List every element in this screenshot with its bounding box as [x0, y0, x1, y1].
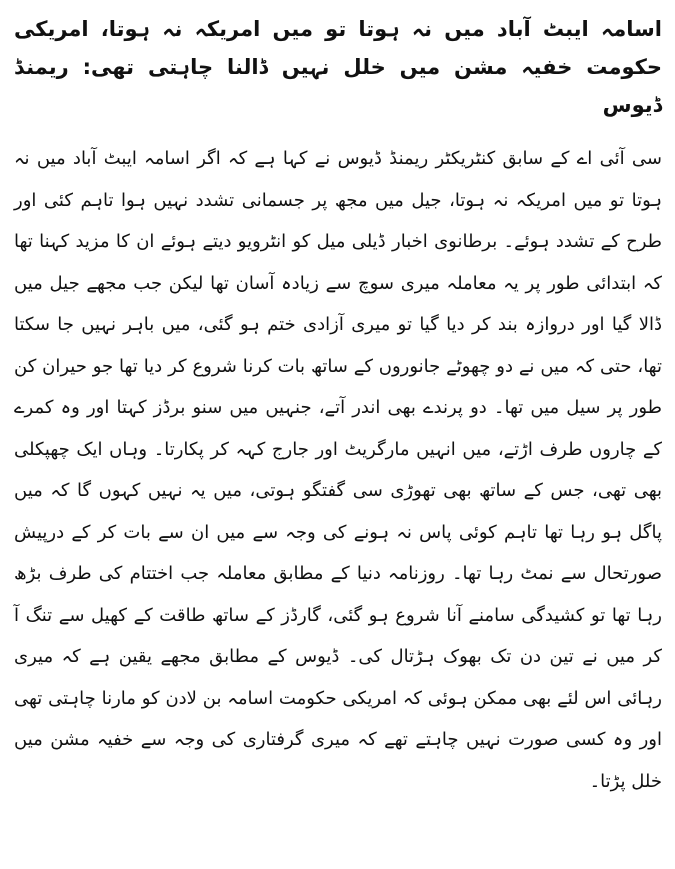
article-body: سی آئی اے کے سابق کنٹریکٹر ریمنڈ ڈیوس نے کہا ہے کہ اگر اسامہ ایبٹ آباد میں نہ ہوتا تو میں امریکہ نہ ہوتا، جیل میں مجھ پر جسمانی تشدد نہیں ہوا تاہم کئی اور طرح کے تشدد ہوئے۔ برطانوی اخبار ڈیلی میل کو انٹرویو دیتے ہوئے ان کا مزید کہنا تھا کہ ابتدائی طور پر یہ معاملہ میری سوچ سے زیادہ آسان تھا لیکن جب مجھے جیل میں ڈالا گیا اور دروازہ بند کر دیا گیا تو میری آزادی ختم ہو گئی، میں باہر نہیں جا سکتا تھا، حتی کہ میں نے دو چھوٹے جانوروں کے ساتھ بات کرنا شروع کر دیا تھا جو حیران کن طور پر سیل میں تھا۔ دو پرندے بھی اندر آتے، جنہیں میں سنو برڈز کہتا اور وہ کمرے کے چاروں طرف اڑتے، میں انہیں مارگریٹ اور جارج کہہ کر پکارتا۔ وہاں ایک چھپکلی بھی تھی، جس کے ساتھ بھی تھوڑی سی گفتگو ہوتی، میں یہ نہیں کہوں گا کہ میں پاگل ہو رہا تھا تاہم کوئی پاس نہ ہونے کی وجہ سے میں ان سے بات کر کے درپیش صورتحال سے نمٹ رہا تھا۔ روزنامہ دنیا کے مطابق معاملہ جب اختتام کی طرف بڑھ رہا تھا تو کشیدگی سامنے آنا شروع ہو گئی، گارڈز کے ساتھ طاقت کے کھیل سے تنگ آ کر میں نے تین دن تک بھوک ہڑتال کی۔ ڈیوس کے مطابق مجھے یقین ہے کہ میری رہائی اس لئے بھی ممکن ہوئی کہ امریکی حکومت اسامہ بن لادن کو مارنا چاہتی تھی اور وہ کسی صورت نہیں چاہتے تھے کہ میری گرفتاری کی وجہ سے خفیہ مشن میں خلل پڑتا۔ — [14, 148, 662, 792]
article-headline: اسامہ ایبٹ آباد میں نہ ہوتا تو میں امریکہ نہ ہوتا، امریکی حکومت خفیہ مشن میں خلل نہیں ڈالنا چاہتی تھی: ریمنڈ ڈیوس — [14, 17, 662, 117]
news-article — [14, 10, 662, 802]
